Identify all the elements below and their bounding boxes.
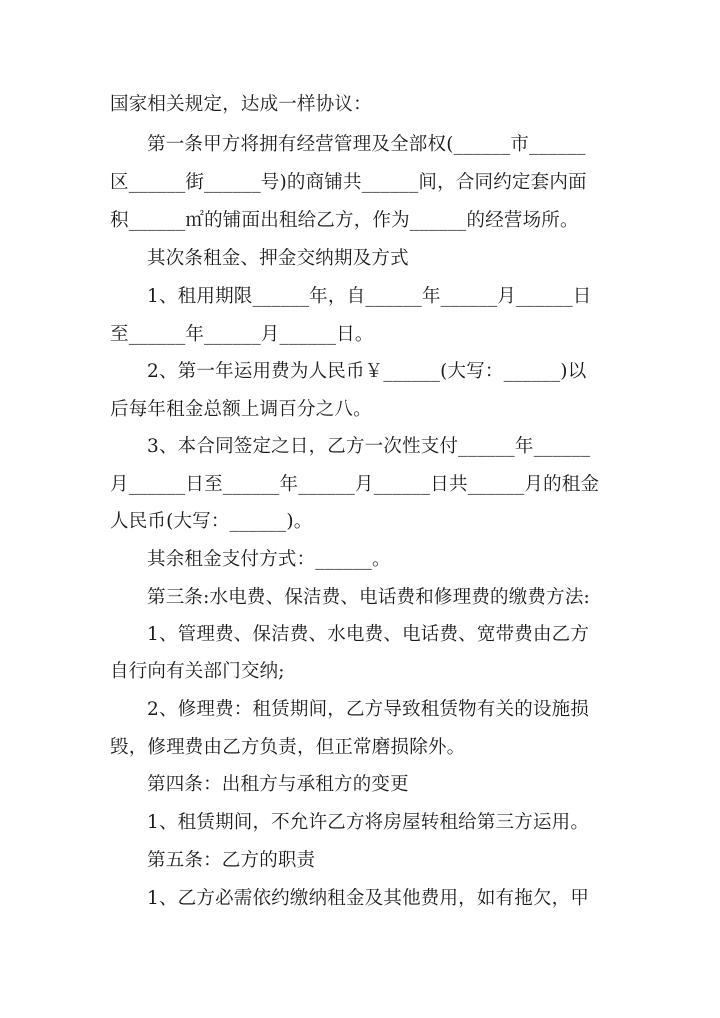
text-line: 人民币(大写：______)。 bbox=[110, 511, 313, 532]
text-line: 1、管理费、保洁费、水电费、电话费、宽带费由乙方 bbox=[147, 624, 590, 645]
text-line: 国家相关规定，达成一样协议： bbox=[110, 94, 372, 115]
text-line: 月______日至______年______月______日共______月的租金 bbox=[110, 474, 600, 495]
text-line: 毁，修理费由乙方负责，但正常磨损除外。 bbox=[110, 737, 466, 758]
text-line: 2、修理费：租赁期间，乙方导致租赁物有关的设施损 bbox=[147, 699, 590, 720]
text-line: 1、乙方必需依约缴纳租金及其他费用，如有拖欠，甲 bbox=[147, 888, 590, 909]
text-line: 其余租金支付方式：______。 bbox=[147, 549, 391, 570]
text-line: 第一条甲方将拥有经营管理及全部权(______市______ bbox=[147, 134, 586, 155]
text-line: 积______㎡的铺面出租给乙方，作为______的经营场所。 bbox=[110, 210, 579, 231]
text-line: 自行向有关部门交纳; bbox=[110, 661, 285, 682]
text-line: 第五条：乙方的职责 bbox=[147, 850, 316, 871]
text-line: 3、本合同签定之日，乙方一次性支付______年______ bbox=[147, 436, 591, 457]
text-line: 1、租赁期间，不允许乙方将房屋转租给第三方运用。 bbox=[147, 812, 590, 833]
text-line: 至______年______月______日。 bbox=[110, 324, 374, 345]
text-line: 后每年租金总额上调百分之八。 bbox=[110, 399, 372, 420]
text-line: 其次条租金、押金交纳期及方式 bbox=[147, 248, 409, 269]
text-line: 第四条：出租方与承租方的变更 bbox=[147, 774, 409, 795]
text-line: 第三条:水电费、保洁费、电话费和修理费的缴费方法: bbox=[147, 587, 590, 608]
text-line: 1、租用期限______年，自______年______月______日 bbox=[147, 286, 592, 307]
text-line: 区______街______号)的商铺共______间，合同约定套内面 bbox=[110, 172, 587, 193]
text-line: 2、第一年运用费为人民币￥______(大写：______)以 bbox=[147, 361, 587, 382]
